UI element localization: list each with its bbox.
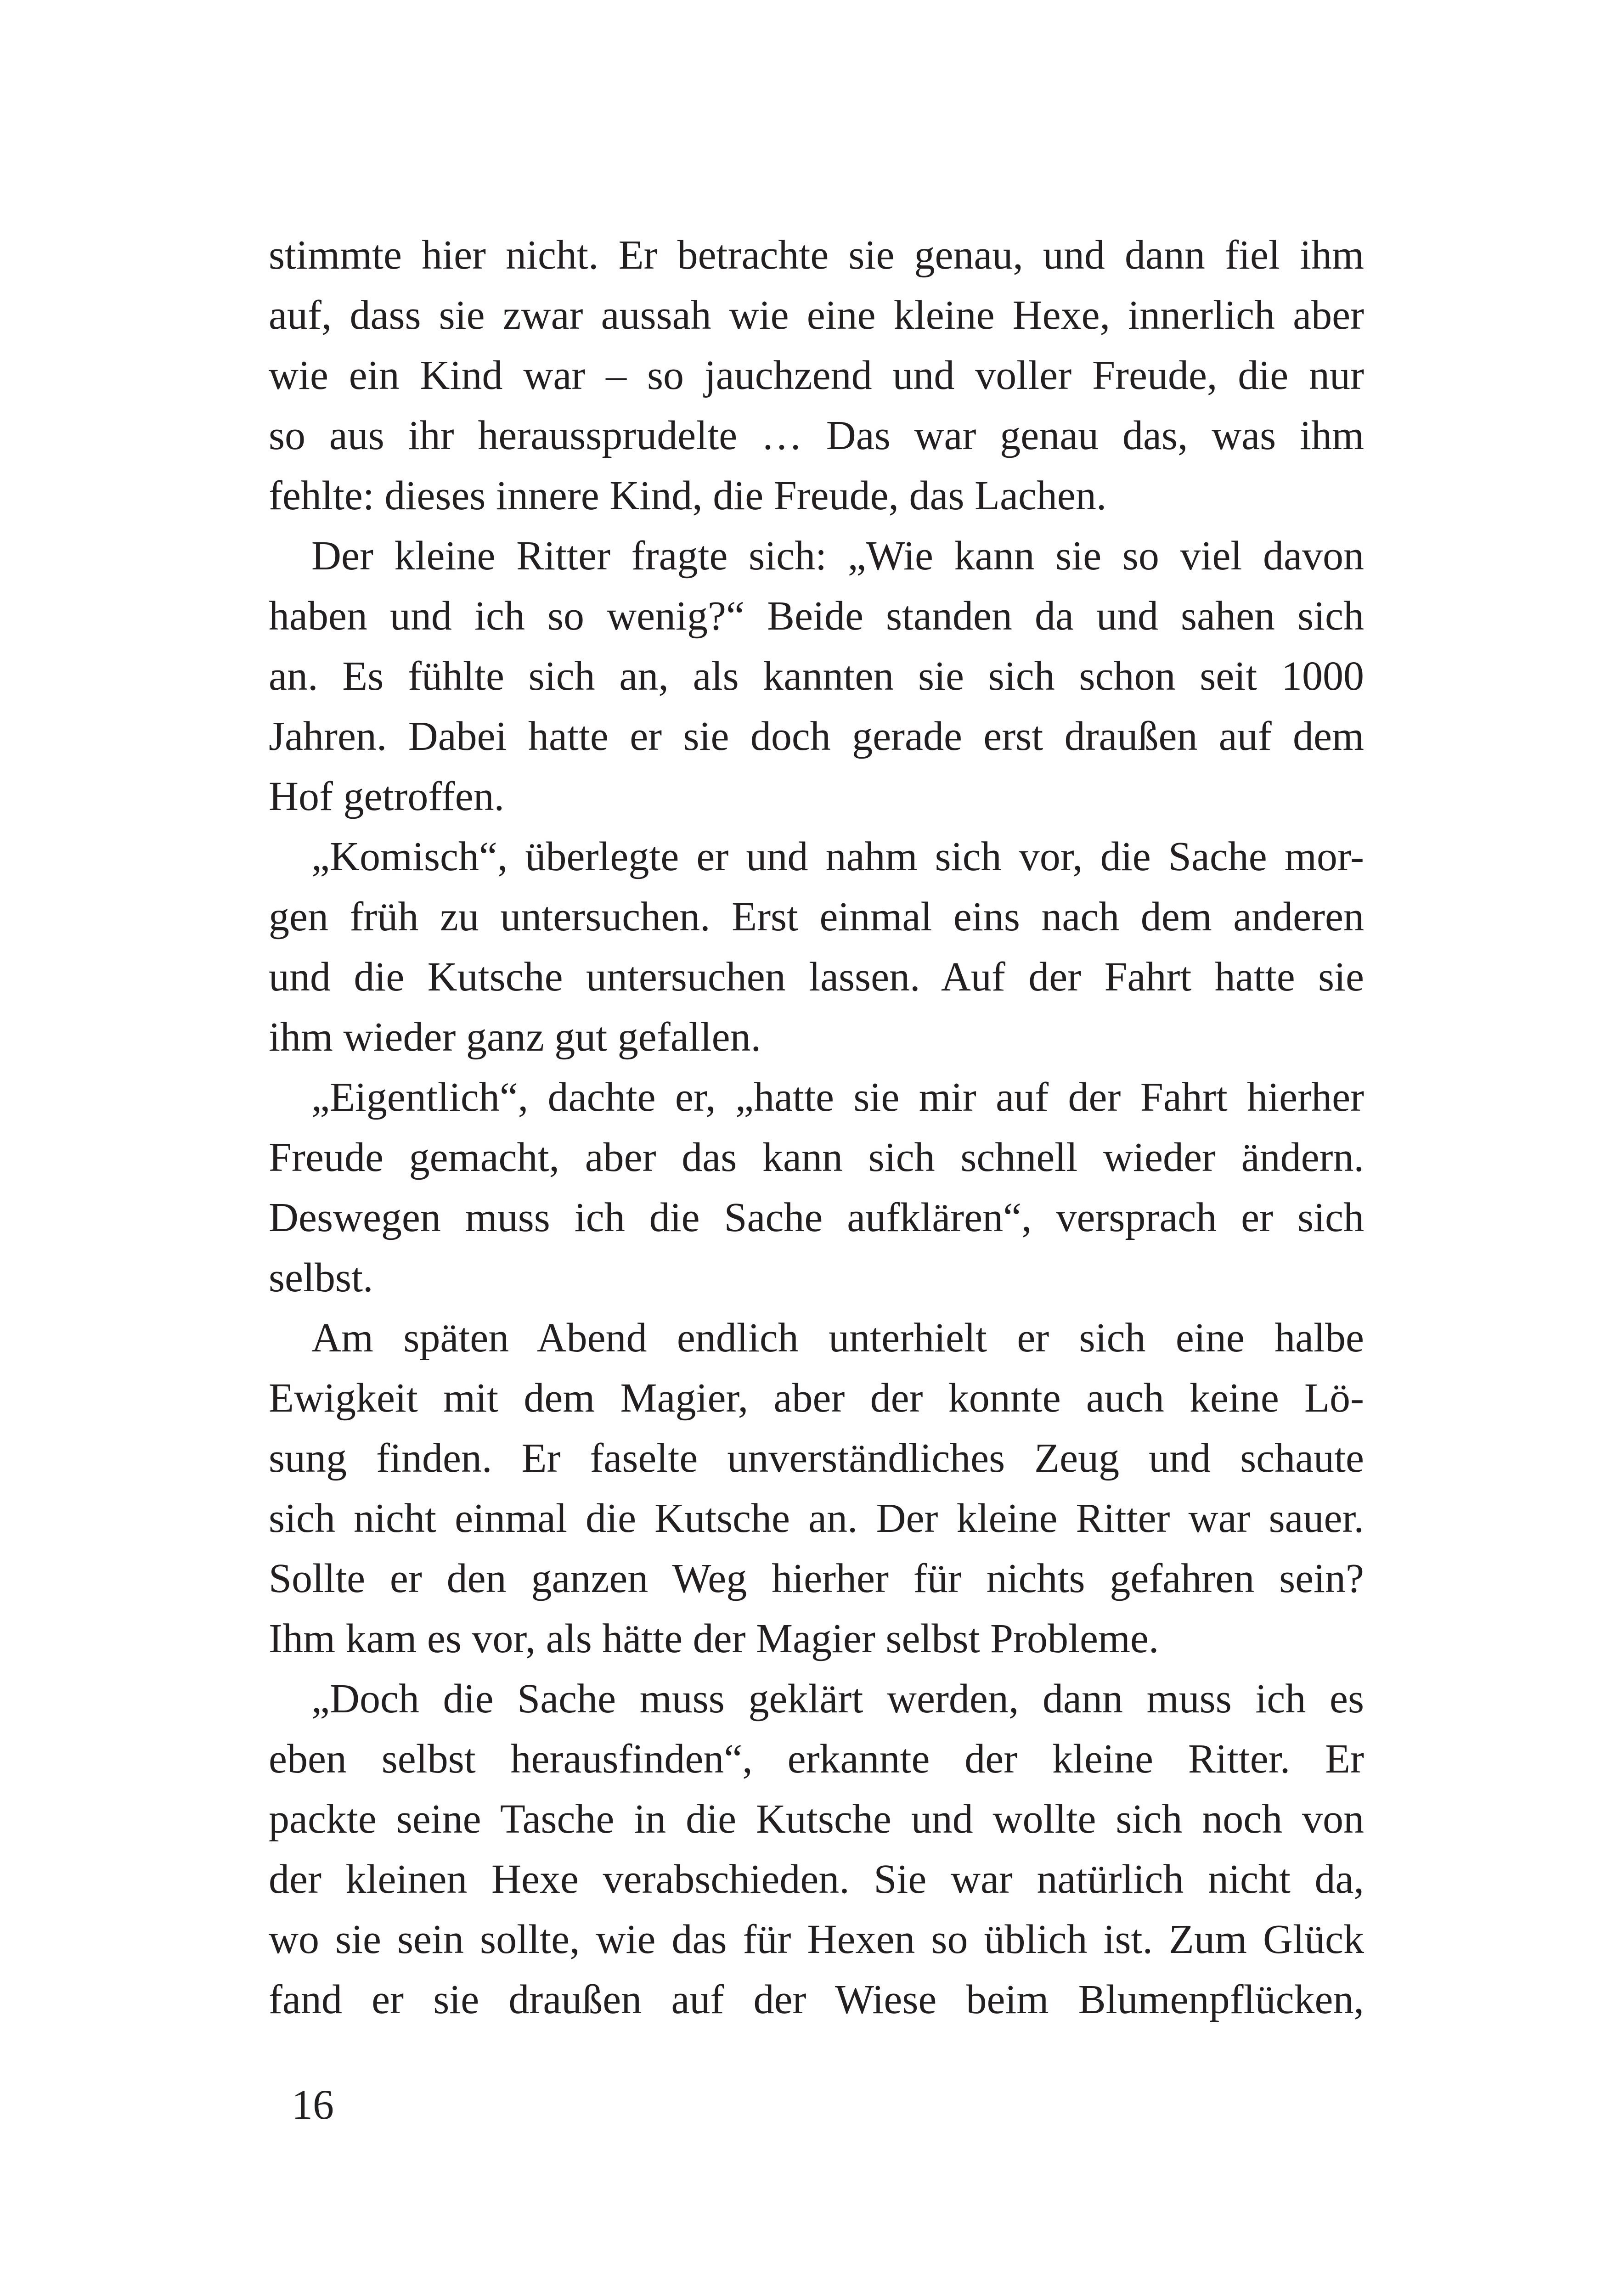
text-line: an. Es fühlte sich an, als kannten sie sich schon seit 1000 (269, 653, 1364, 699)
text-line: „Eigentlich“, dachte er, „hatte sie mir auf der Fahrt hierher (311, 1075, 1364, 1120)
body-text (269, 225, 1364, 2030)
text-line: sich nicht einmal die Kutsche an. Der kleine Ritter war sauer. (269, 1496, 1364, 1541)
text-line: packte seine Tasche in die Kutsche und wollte sich noch von (269, 1796, 1364, 1842)
text-line: Sollte er den ganzen Weg hierher für nichts gefahren sein? (269, 1556, 1364, 1601)
text-line: wo sie sein sollte, wie das für Hexen so üblich ist. Zum Glück (269, 1917, 1364, 1962)
text-line: eben selbst herausfinden“, erkannte der kleine Ritter. Er (269, 1736, 1364, 1782)
text-line: Jahren. Dabei hatte er sie doch gerade erst draußen auf dem (269, 714, 1364, 759)
text-line: selbst. (269, 1255, 373, 1300)
text-line: Hof getroffen. (269, 774, 505, 819)
text-line: wie ein Kind war – so jauchzend und voller Freude, die nur (269, 353, 1364, 398)
text-line: sung finden. Er faselte unverständliches Zeug und schaute (269, 1435, 1364, 1481)
text-line: stimmte hier nicht. Er betrachte sie genau, und dann fiel ihm (269, 232, 1364, 278)
text-line: „Doch die Sache muss geklärt werden, dann muss ich es (311, 1676, 1364, 1722)
text-line: Ewigkeit mit dem Magier, aber der konnte auch keine Lö- (269, 1375, 1364, 1421)
text-line: so aus ihr heraussprudelte … Das war genau das, was ihm (269, 413, 1364, 458)
text-line: ihm wieder ganz gut gefallen. (269, 1014, 761, 1060)
page-number: 16 (292, 2081, 334, 2128)
text-line: Am späten Abend endlich unterhielt er sich eine halbe (311, 1315, 1364, 1361)
text-line: fehlte: dieses innere Kind, die Freude, das Lachen. (269, 473, 1107, 518)
text-line: „Komisch“, überlegte er und nahm sich vor, die Sache mor- (311, 834, 1364, 879)
text-line: Deswegen muss ich die Sache aufklären“, versprach er sich (269, 1195, 1364, 1240)
text-line: Der kleine Ritter fragte sich: „Wie kann sie so viel davon (311, 533, 1364, 579)
text-line: fand er sie draußen auf der Wiese beim Blumenpflücken, (269, 1977, 1364, 2022)
text-line: der kleinen Hexe verabschieden. Sie war natürlich nicht da, (269, 1857, 1364, 1902)
text-line: Ihm kam es vor, als hätte der Magier selbst Probleme. (269, 1616, 1159, 1661)
text-line: Freude gemacht, aber das kann sich schnell wieder ändern. (269, 1135, 1364, 1180)
text-line: und die Kutsche untersuchen lassen. Auf der Fahrt hatte sie (269, 954, 1364, 1000)
text-line: haben und ich so wenig?“ Beide standen da und sahen sich (269, 593, 1364, 639)
text-line: auf, dass sie zwar aussah wie eine kleine Hexe, innerlich aber (269, 293, 1364, 338)
text-line: gen früh zu untersuchen. Erst einmal eins nach dem anderen (269, 894, 1364, 940)
